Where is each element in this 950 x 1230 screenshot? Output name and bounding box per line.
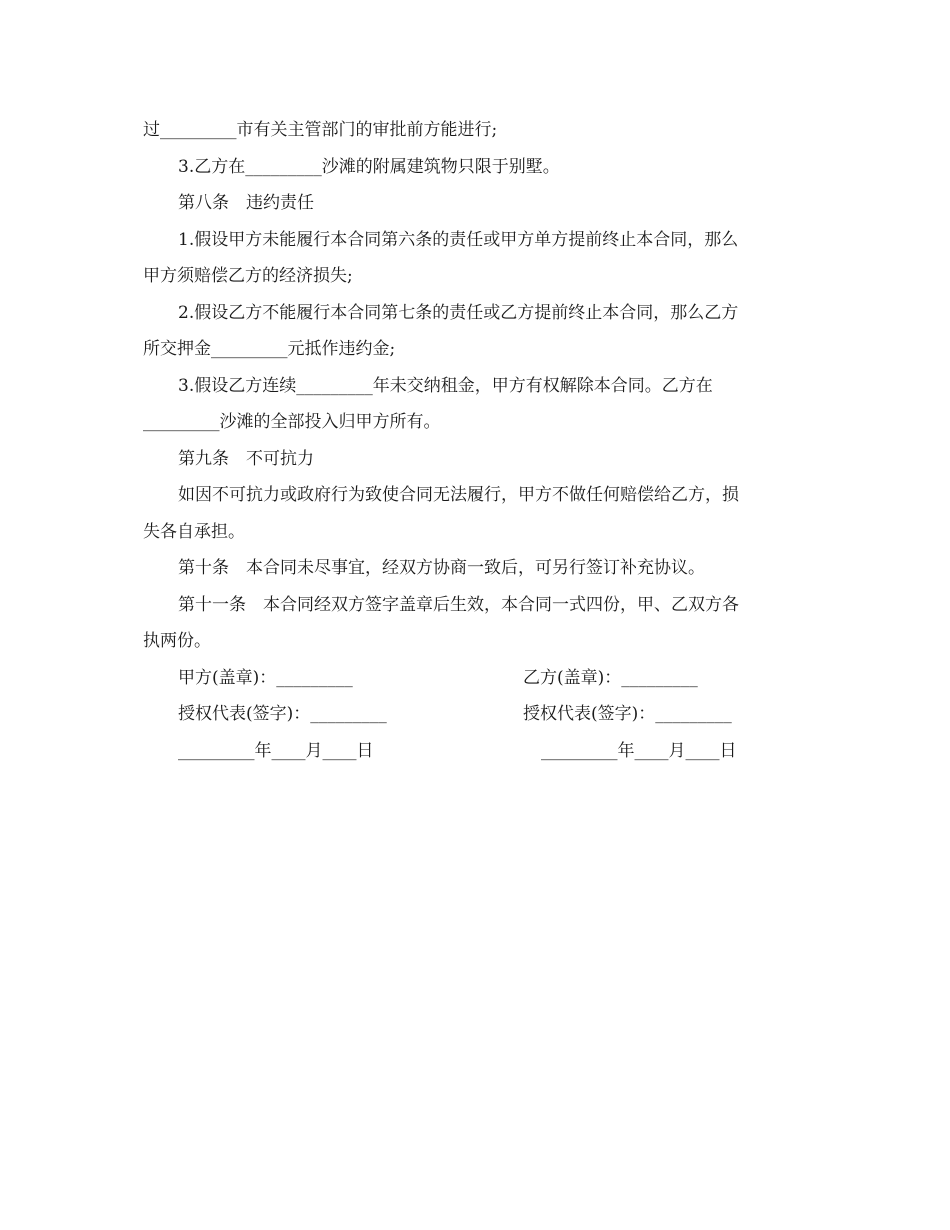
article-9-text: 如因不可抗力或政府行为致使合同无法履行，甲方不做任何赔偿给乙方，损 — [178, 485, 739, 505]
party-b-date-field: _________年____月____日 — [541, 740, 737, 761]
article-8-heading: 第八条 违约责任 — [178, 193, 314, 213]
clause-8-item-1: 1.假设甲方未能履行本合同第六条的责任或甲方单方提前终止本合同，那么 — [178, 229, 739, 250]
clause-8-item-2: 2.假设乙方不能履行本合同第七条的责任或乙方提前终止本合同，那么乙方 — [178, 302, 739, 323]
representative-row — [143, 696, 803, 733]
seal-row — [143, 660, 803, 697]
date-row — [143, 733, 803, 770]
article-11-text-continued: 执两份。 — [143, 631, 211, 651]
party-a-representative-field: 授权代表(签字)：_________ — [178, 704, 387, 724]
clause-8-item-3-continued: _________沙滩的全部投入归甲方所有。 — [143, 412, 441, 432]
clause-8-item-3: 3.假设乙方连续_________年未交纳租金，甲方有权解除本合同。乙方在 — [178, 375, 713, 396]
clause-8-item-1-continued: 甲方须赔偿乙方的经济损失; — [143, 266, 353, 286]
article-9-text-continued: 失各自承担。 — [143, 521, 245, 542]
contract-page — [143, 112, 803, 769]
party-a-seal-field: 甲方(盖章)：_________ — [178, 667, 353, 688]
clause-8-item-2-continued: 所交押金_________元抵作违约金; — [143, 339, 396, 359]
party-b-seal-field: 乙方(盖章)：_________ — [523, 667, 698, 688]
clause-7-item-3: 3.乙方在_________沙滩的附属建筑物只限于别墅。 — [178, 156, 560, 177]
article-10-text: 第十条 本合同未尽事宜，经双方协商一致后，可另行签订补充协议。 — [178, 558, 705, 578]
party-b-representative-field: 授权代表(签字)：_________ — [523, 704, 732, 724]
text-line-continuation: 过_________市有关主管部门的审批前方能进行; — [143, 120, 498, 140]
article-9-heading: 第九条 不可抗力 — [178, 448, 314, 469]
party-a-date-field: _________年____月____日 — [178, 740, 374, 761]
article-11-text: 第十一条 本合同经双方签字盖章后生效，本合同一式四份，甲、乙双方各 — [178, 594, 739, 615]
